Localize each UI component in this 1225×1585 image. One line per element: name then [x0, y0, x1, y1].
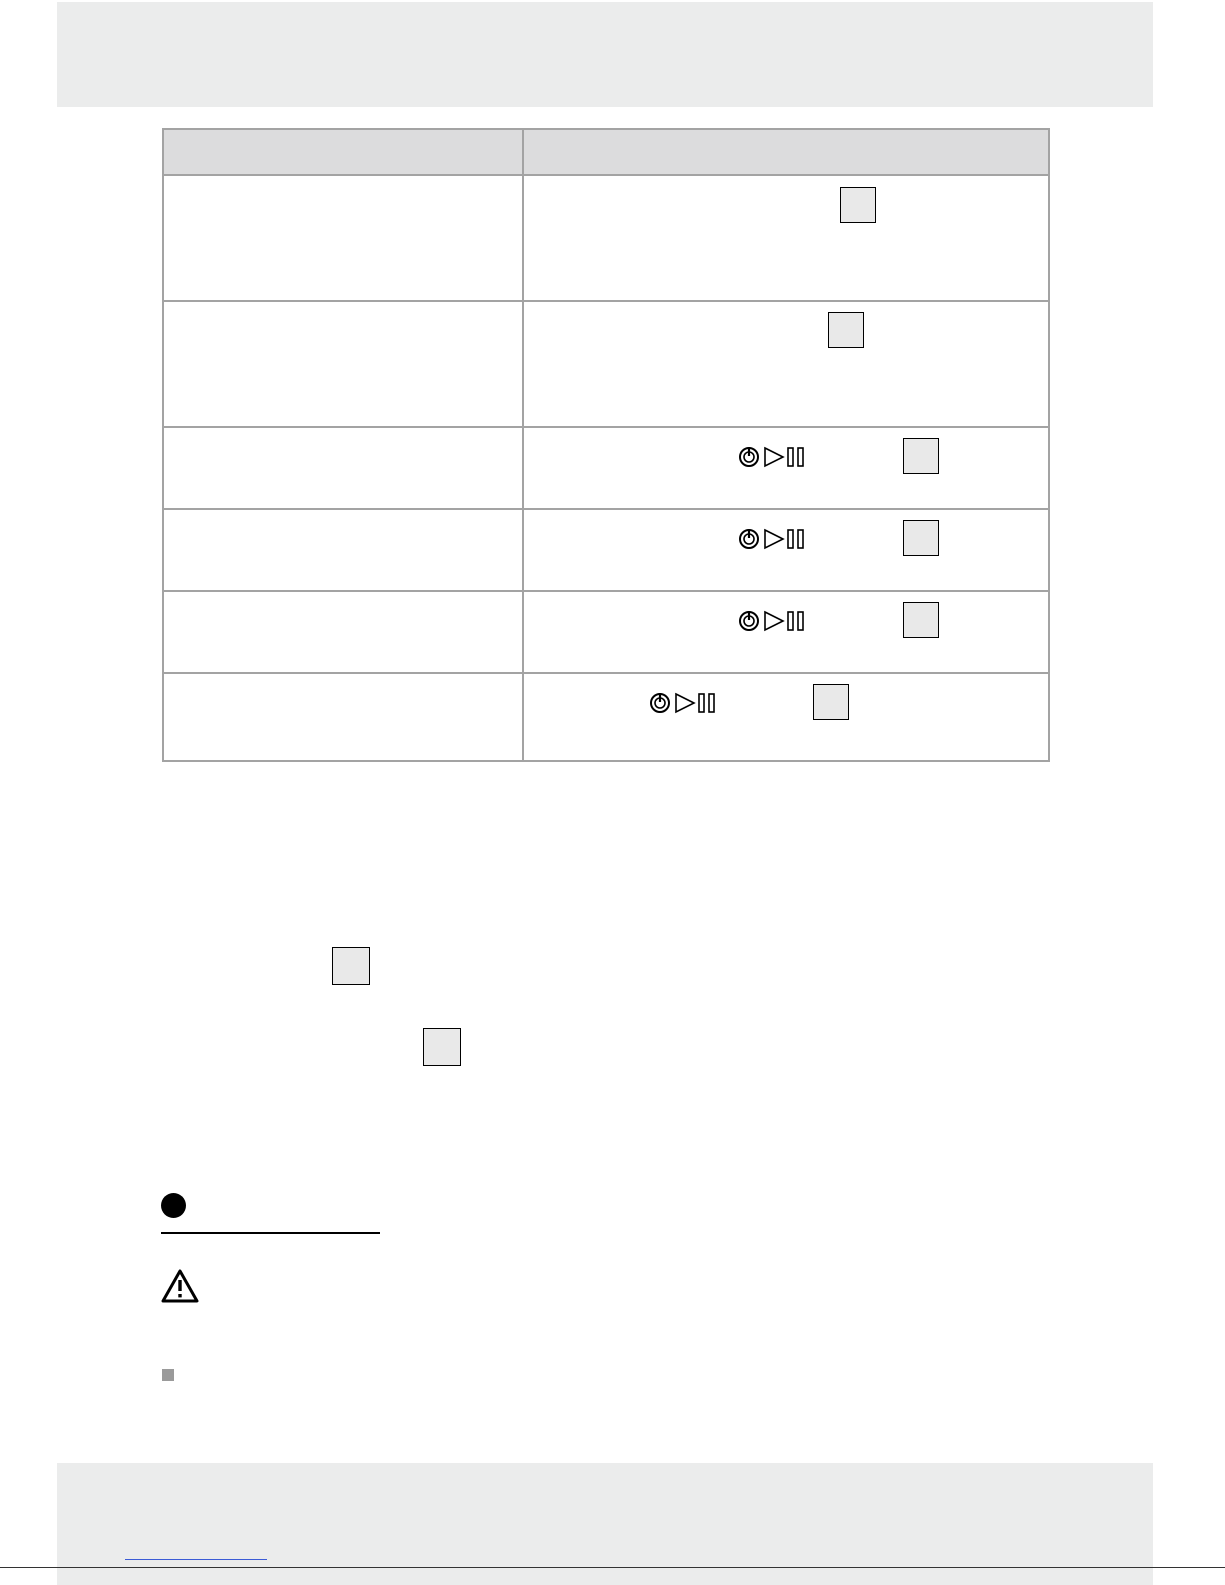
table-row — [163, 673, 1049, 761]
filled-circle-icon — [161, 1193, 186, 1218]
reference-number-box — [813, 684, 849, 720]
table-row — [163, 591, 1049, 673]
section-heading-underline — [161, 1232, 380, 1234]
table-row — [163, 175, 1049, 301]
page-edge-line — [0, 1567, 1225, 1568]
table-cell-right — [523, 591, 1049, 673]
reference-number-box — [903, 438, 939, 474]
reference-number-box — [828, 312, 864, 348]
table-header-cell-left — [163, 129, 523, 175]
table-cell-right — [523, 301, 1049, 427]
table-row — [163, 301, 1049, 427]
page-header-band — [57, 2, 1153, 107]
table-cell-right — [523, 673, 1049, 761]
reference-number-box — [332, 947, 370, 985]
reference-number-box — [840, 187, 876, 223]
table-cell-left — [163, 175, 523, 301]
table-cell-right — [523, 175, 1049, 301]
footer-link-underline — [125, 1559, 267, 1560]
table-cell-left — [163, 673, 523, 761]
power-play-pause-icon — [649, 691, 721, 715]
table-cell-left — [163, 509, 523, 591]
table-cell-left — [163, 591, 523, 673]
power-play-pause-icon — [738, 527, 810, 551]
square-bullet-icon — [162, 1369, 174, 1381]
reference-number-box — [903, 602, 939, 638]
table-header-cell-right — [523, 129, 1049, 175]
warning-triangle-icon — [160, 1268, 200, 1309]
reference-number-box — [423, 1028, 461, 1066]
table-cell-right — [523, 427, 1049, 509]
table-cell-right — [523, 509, 1049, 591]
specification-table — [162, 128, 1050, 762]
table-row — [163, 427, 1049, 509]
table-row — [163, 509, 1049, 591]
table-cell-left — [163, 427, 523, 509]
table-header-row — [163, 129, 1049, 175]
table-cell-left — [163, 301, 523, 427]
power-play-pause-icon — [738, 609, 810, 633]
reference-number-box — [903, 520, 939, 556]
power-play-pause-icon — [738, 445, 810, 469]
